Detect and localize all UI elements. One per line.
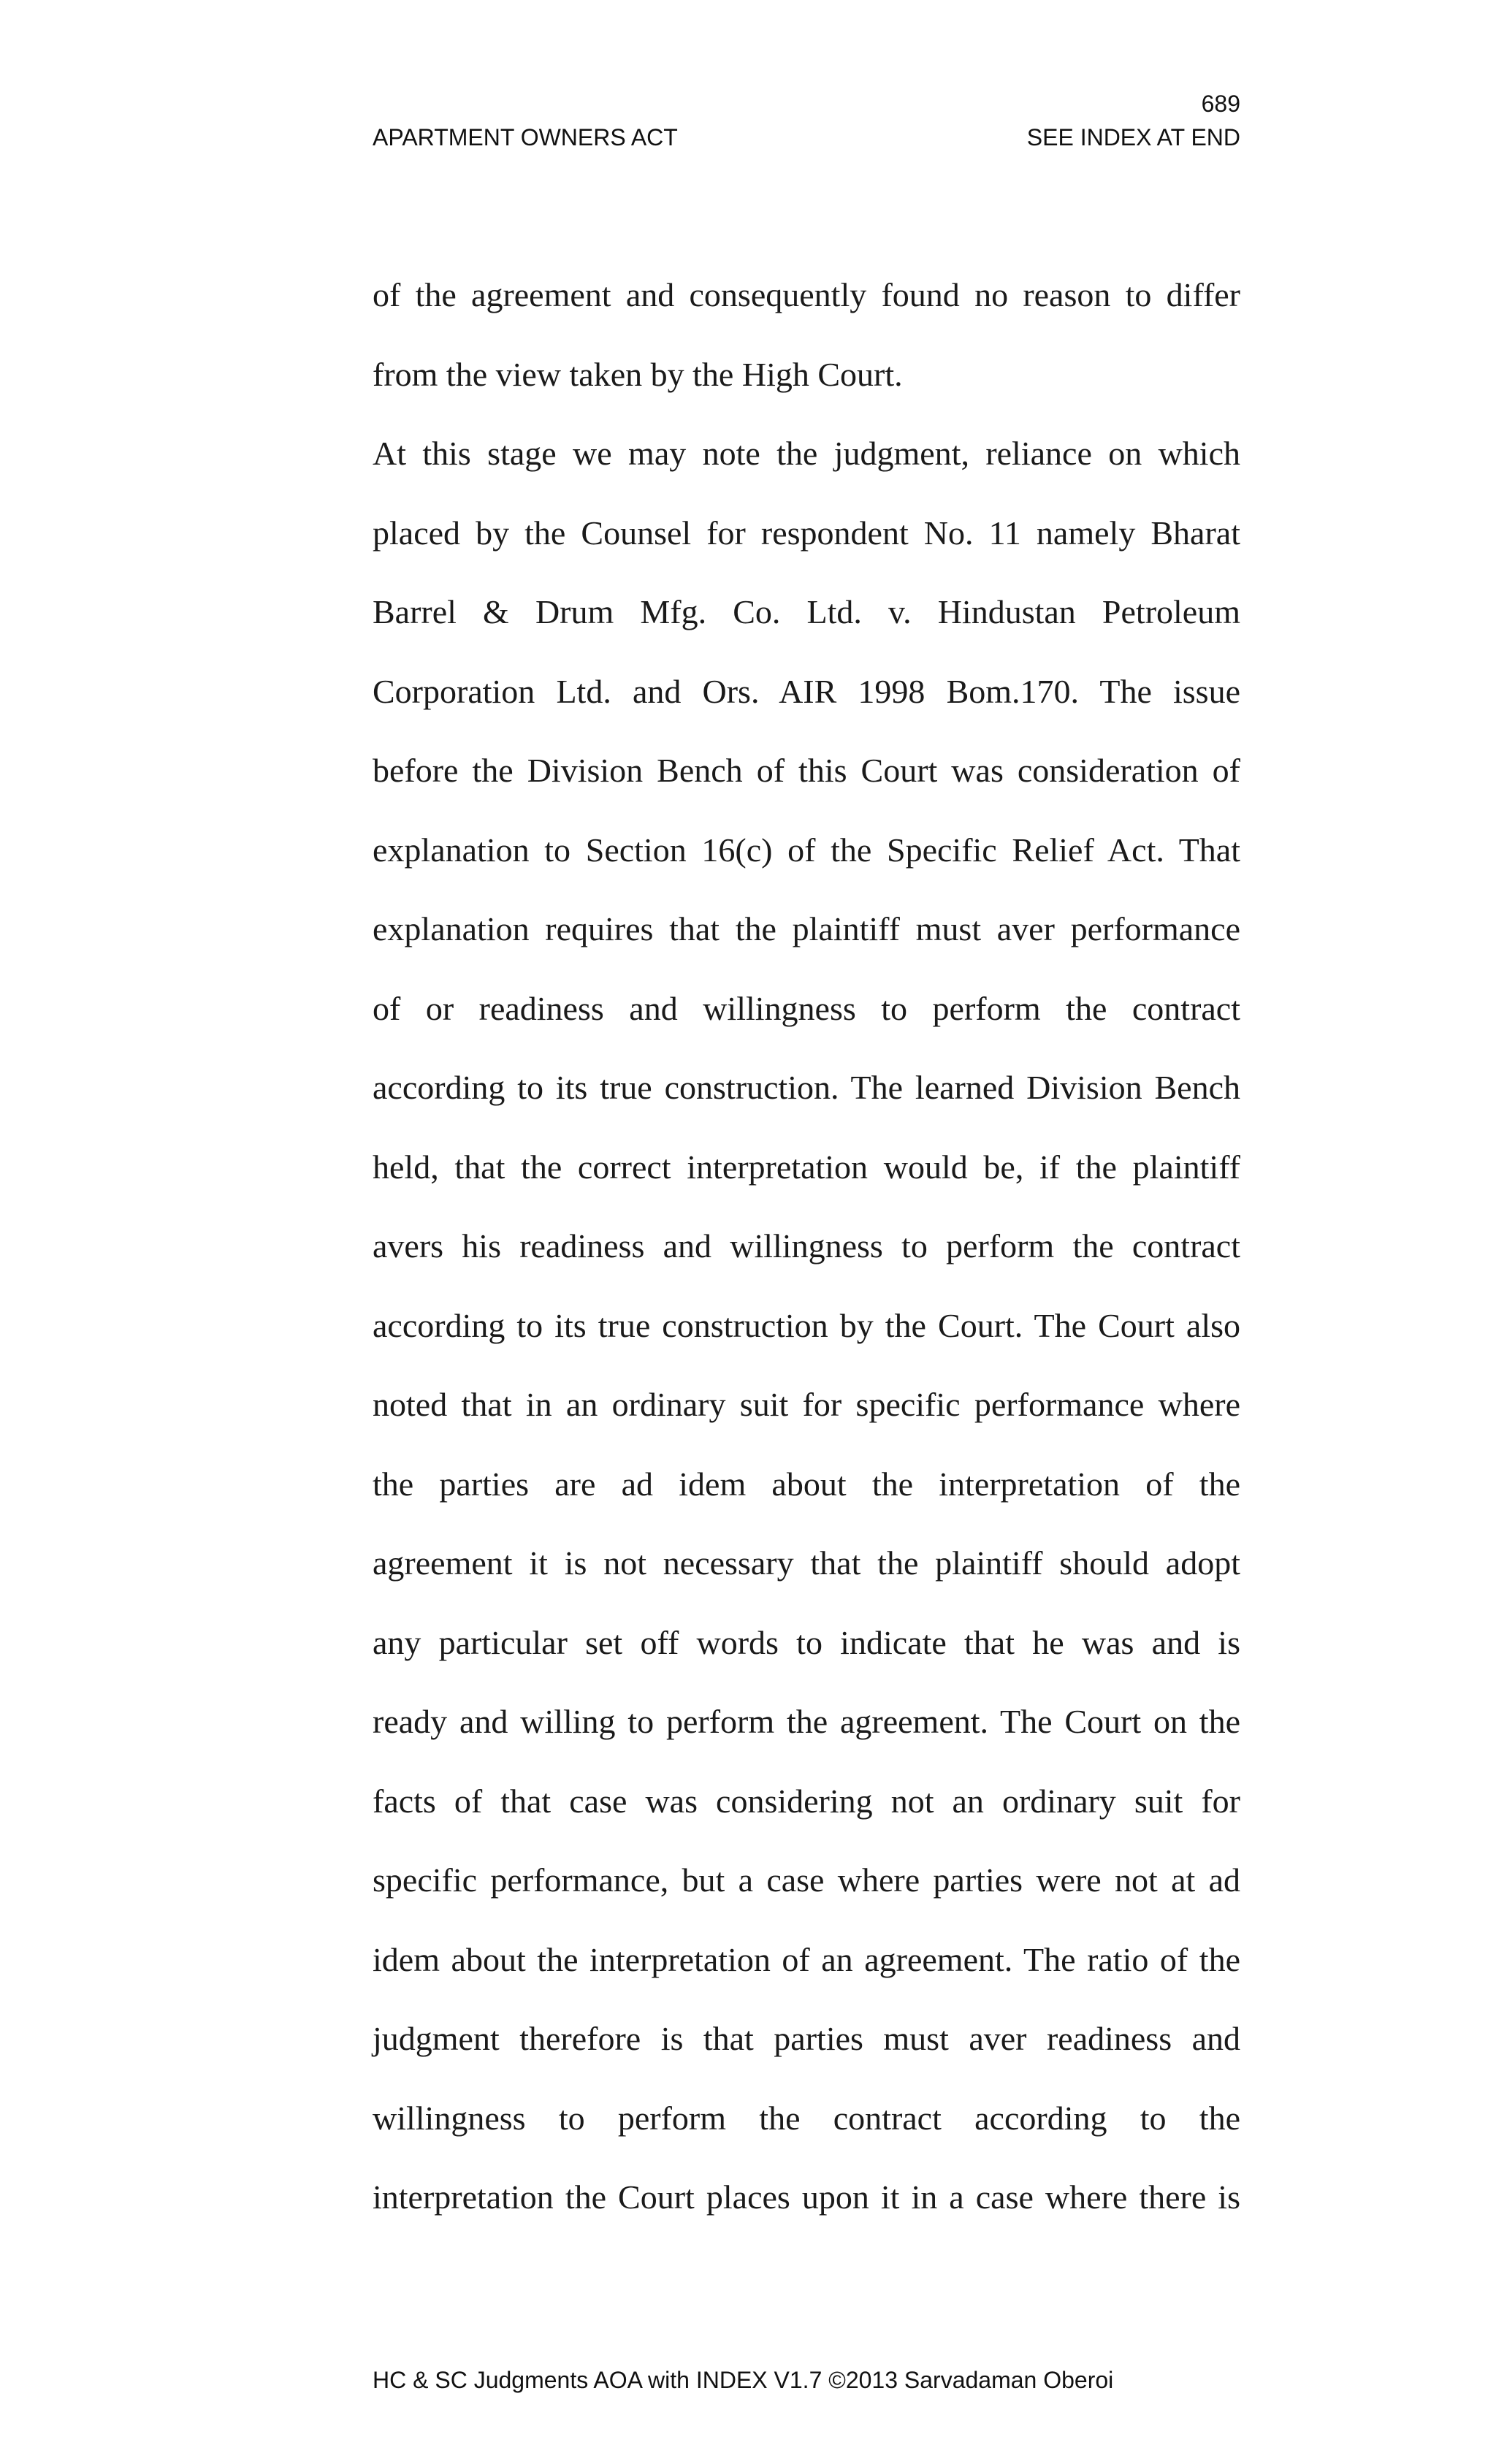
- text-line: At this stage we may note the judgment, reliance on which: [373, 435, 1240, 472]
- text-line: Barrel & Drum Mfg. Co. Ltd. v. Hindustan Petroleum: [373, 593, 1240, 630]
- text-line: according to its true construction. The learned Division Bench: [373, 1069, 1240, 1106]
- text-line: of the agreement and consequently found no reason to differ: [373, 276, 1240, 313]
- body-text: [373, 256, 1240, 2238]
- page-number: 689: [1201, 91, 1240, 117]
- text-line: interpretation the Court places upon it in a case where there is: [373, 2178, 1240, 2216]
- text-line: from the view taken by the High Court.: [373, 355, 903, 393]
- text-line: of or readiness and willingness to perform the contract: [373, 989, 1240, 1027]
- text-line: placed by the Counsel for respondent No. 11 namely Bharat: [373, 514, 1240, 552]
- text-line: the parties are ad idem about the interpretation of the: [373, 1465, 1240, 1503]
- text-line: facts of that case was considering not an ordinary suit for: [373, 1782, 1240, 1820]
- text-line: agreement it is not necessary that the plaintiff should adopt: [373, 1544, 1240, 1582]
- text-line: before the Division Bench of this Court was consideration of: [373, 752, 1240, 789]
- text-line: explanation requires that the plaintiff must aver performance: [373, 910, 1240, 947]
- running-header-title: APARTMENT OWNERS ACT: [373, 124, 678, 150]
- page-footer: HC & SC Judgments AOA with INDEX V1.7 ©2013 Sarvadaman Oberoi: [373, 2367, 1114, 2393]
- text-line: judgment therefore is that parties must aver readiness and: [373, 2020, 1240, 2057]
- text-line: noted that in an ordinary suit for specific performance where: [373, 1386, 1240, 1423]
- text-line: any particular set off words to indicate that he was and is: [373, 1623, 1240, 1661]
- text-line: avers his readiness and willingness to perform the contract: [373, 1227, 1240, 1265]
- text-line: Corporation Ltd. and Ors. AIR 1998 Bom.170. The issue: [373, 672, 1240, 710]
- running-header-index-note: SEE INDEX AT END: [1026, 124, 1240, 150]
- text-line: explanation to Section 16(c) of the Specific Relief Act. That: [373, 831, 1240, 869]
- text-line: idem about the interpretation of an agreement. The ratio of the: [373, 1940, 1240, 1978]
- text-line: held, that the correct interpretation would be, if the plaintiff: [373, 1148, 1240, 1186]
- text-line: specific performance, but a case where parties were not at ad: [373, 1861, 1240, 1899]
- text-line: according to its true construction by the Court. The Court also: [373, 1306, 1240, 1344]
- text-line: ready and willing to perform the agreement. The Court on the: [373, 1703, 1240, 1740]
- text-line: willingness to perform the contract according to the: [373, 2099, 1240, 2137]
